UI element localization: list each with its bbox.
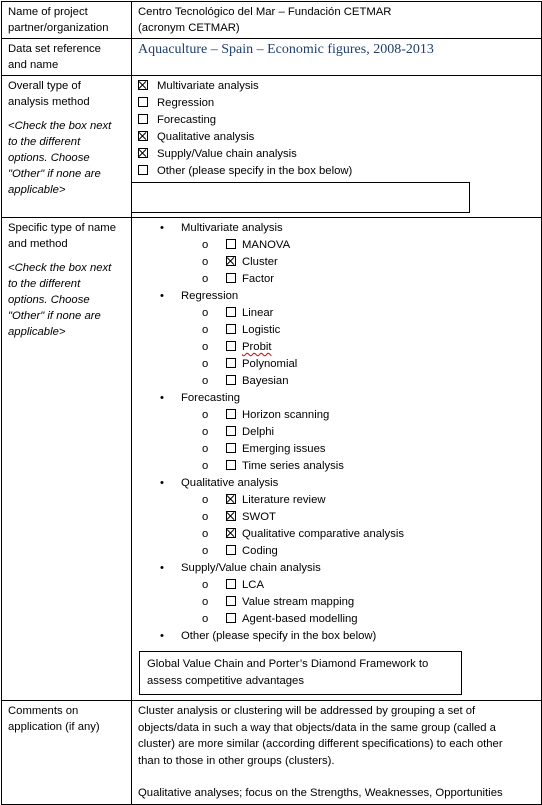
checkbox-checked-icon[interactable] [226, 494, 236, 504]
checkbox-icon[interactable] [138, 97, 148, 107]
circle-bullet-icon: o [202, 358, 209, 370]
partner-label-line: partner/organization [8, 22, 109, 34]
method-option[interactable] [138, 577, 536, 594]
method-option-label: Qualitative comparative analysis [242, 528, 404, 540]
method-option-label: Linear [242, 307, 274, 319]
circle-bullet-icon: o [202, 528, 209, 540]
specific-label-line: Specific type of name [8, 222, 117, 234]
checkbox-checked-icon[interactable] [226, 256, 236, 266]
method-option-label: Coding [242, 545, 278, 557]
specific-label-line: and method [8, 238, 68, 250]
circle-bullet-icon: o [202, 256, 209, 268]
overall-label-line: Overall type of [8, 80, 81, 92]
circle-bullet-icon: o [202, 460, 209, 472]
overall-options-list [138, 78, 536, 180]
specific-other-item[interactable] [138, 628, 536, 645]
method-option-label: LCA [242, 579, 264, 591]
overall-option-label: Multivariate analysis [157, 80, 259, 92]
overall-other-input[interactable] [131, 182, 470, 213]
specific-other-label: Other (please specify in the box below) [181, 630, 377, 642]
overall-options-cell [132, 76, 542, 218]
overall-option[interactable] [138, 129, 536, 146]
bullet-icon: • [160, 222, 164, 234]
overall-instruction-line: options. Choose [8, 152, 90, 164]
method-option-label: Time series analysis [242, 460, 344, 472]
category-item [138, 220, 536, 237]
checkbox-icon[interactable] [138, 114, 148, 124]
method-option-label: Delphi [242, 426, 275, 438]
circle-bullet-icon: o [202, 596, 209, 608]
method-option-label: Literature review [242, 494, 326, 506]
method-option[interactable] [138, 492, 536, 509]
method-option-label: Value stream mapping [242, 596, 355, 608]
specific-instruction-line: options. Choose [8, 294, 90, 306]
partner-value-cell [132, 2, 542, 39]
checkbox-icon[interactable] [226, 460, 236, 470]
method-option[interactable] [138, 543, 536, 560]
method-option-label: SWOT [242, 511, 276, 523]
bullet-icon: • [160, 392, 164, 404]
method-option[interactable] [138, 322, 536, 339]
method-option[interactable] [138, 305, 536, 322]
checkbox-icon[interactable] [226, 426, 236, 436]
overall-option[interactable] [138, 95, 536, 112]
checkbox-checked-icon[interactable] [226, 511, 236, 521]
checkbox-icon[interactable] [226, 375, 236, 385]
checkbox-icon[interactable] [226, 443, 236, 453]
partner-label-cell [2, 2, 132, 39]
dataset-label-cell [2, 39, 132, 76]
circle-bullet-icon: o [202, 545, 209, 557]
method-option[interactable] [138, 594, 536, 611]
comments-text-line: than to those in other groups (clusters). [138, 754, 335, 767]
overall-option-label: Regression [157, 97, 215, 109]
category-label: Multivariate analysis [181, 222, 283, 234]
category-label: Supply/Value chain analysis [181, 562, 321, 574]
comments-text-line: Qualitative analyses; focus on the Strengths, Weaknesses, Opportunities [138, 787, 503, 799]
method-option[interactable] [138, 407, 536, 424]
circle-bullet-icon: o [202, 409, 209, 421]
method-option-label: Factor [242, 273, 275, 285]
overall-option[interactable] [138, 163, 536, 180]
bullet-icon: • [160, 562, 164, 574]
circle-bullet-icon: o [202, 341, 209, 353]
method-option[interactable] [138, 373, 536, 390]
method-option-label: Logistic [242, 324, 281, 336]
category-item [138, 560, 536, 577]
overall-instruction-line: to the different [8, 136, 81, 148]
overall-option[interactable] [138, 146, 536, 163]
comments-text-line: objects/data in such a way that objects/data in the same group (called a [138, 721, 496, 734]
specific-other-text-line: Global Value Chain and Porter’s Diamond Framework to [147, 658, 429, 670]
method-option[interactable] [138, 356, 536, 373]
bullet-icon: • [160, 630, 164, 642]
method-option[interactable] [138, 458, 536, 475]
circle-bullet-icon: o [202, 579, 209, 591]
method-option-label: Bayesian [242, 375, 289, 387]
method-option-label: Cluster [242, 256, 278, 268]
checkbox-icon[interactable] [138, 165, 148, 175]
checkbox-icon[interactable] [226, 409, 236, 419]
specific-other-text-line: assess competitive advantages [147, 675, 304, 687]
overall-option-label: Other (please specify in the box below) [157, 165, 353, 177]
dataset-label-line: Data set reference [8, 43, 101, 55]
checkbox-icon[interactable] [226, 273, 236, 283]
method-option[interactable] [138, 271, 536, 288]
dataset-name: Aquaculture – Spain – Economic figures, 2008-2013 [138, 42, 434, 57]
method-option[interactable] [138, 441, 536, 458]
checkbox-icon[interactable] [226, 341, 236, 351]
method-option[interactable] [138, 424, 536, 441]
checkbox-checked-icon[interactable] [138, 148, 148, 158]
checkbox-checked-icon[interactable] [226, 528, 236, 538]
checkbox-icon[interactable] [226, 613, 236, 623]
category-label: Regression [181, 290, 239, 302]
dataset-value-cell [132, 39, 542, 76]
method-option[interactable] [138, 611, 536, 628]
category-item [138, 390, 536, 407]
circle-bullet-icon: o [202, 307, 209, 319]
specific-other-input[interactable] [139, 651, 462, 695]
checkbox-icon[interactable] [226, 596, 236, 606]
comments-value-cell [132, 701, 542, 805]
circle-bullet-icon: o [202, 375, 209, 387]
specific-options-list [138, 220, 536, 628]
method-option-label: Agent-based modelling [242, 613, 358, 625]
analysis-form-table [1, 1, 542, 805]
comments-text-line: Cluster analysis or clustering will be addressed by grouping a set of [138, 705, 476, 717]
comments-label-line: application (if any) [8, 721, 100, 733]
overall-option[interactable] [138, 112, 536, 129]
dataset-row [2, 39, 542, 76]
circle-bullet-icon: o [202, 324, 209, 336]
overall-label-cell [2, 76, 132, 218]
method-option[interactable] [138, 526, 536, 543]
partner-acronym: (acronym CETMAR) [138, 22, 240, 34]
partner-label-line: Name of project [8, 6, 88, 18]
overall-row [2, 76, 542, 218]
method-option[interactable] [138, 254, 536, 271]
partner-row [2, 2, 542, 39]
method-option-label: Emerging issues [242, 443, 326, 455]
overall-option-label: Forecasting [157, 114, 217, 126]
method-option-label: MANOVA [242, 239, 291, 251]
overall-instruction-line: <Check the box next [8, 120, 112, 132]
overall-label-line: analysis method [8, 96, 90, 108]
checkbox-icon[interactable] [226, 324, 236, 334]
specific-options-cell [132, 218, 542, 701]
checkbox-icon[interactable] [226, 239, 236, 249]
checkbox-icon[interactable] [226, 307, 236, 317]
overall-instruction-line: applicable> [8, 184, 66, 196]
dataset-label-line: and name [8, 59, 59, 71]
circle-bullet-icon: o [202, 273, 209, 285]
specific-instruction-line: "Other" if none are [8, 310, 101, 322]
method-option[interactable] [138, 509, 536, 526]
overall-option-label: Qualitative analysis [157, 131, 255, 143]
checkbox-checked-icon[interactable] [138, 80, 148, 90]
checkbox-icon[interactable] [226, 358, 236, 368]
specific-instruction-line: to the different [8, 278, 81, 290]
checkbox-checked-icon[interactable] [138, 131, 148, 141]
category-label: Forecasting [181, 392, 241, 404]
overall-option[interactable] [138, 78, 536, 95]
specific-row [2, 218, 542, 701]
comments-label-line: Comments on [8, 705, 79, 717]
category-item [138, 288, 536, 305]
method-option-label: Polynomial [242, 358, 298, 370]
bullet-icon: • [160, 477, 164, 489]
overall-option-label: Supply/Value chain analysis [157, 148, 297, 160]
specific-instruction-line: applicable> [8, 326, 66, 338]
method-option-label: Probit [242, 341, 272, 353]
checkbox-icon[interactable] [226, 579, 236, 589]
circle-bullet-icon: o [202, 443, 209, 455]
specific-instruction-line: <Check the box next [8, 262, 112, 274]
circle-bullet-icon: o [202, 239, 209, 251]
comments-label-cell [2, 701, 132, 805]
checkbox-icon[interactable] [226, 545, 236, 555]
method-option[interactable] [138, 339, 536, 356]
category-label: Qualitative analysis [181, 477, 279, 489]
comments-row [2, 701, 542, 805]
overall-instruction-line: "Other" if none are [8, 168, 101, 180]
circle-bullet-icon: o [202, 426, 209, 438]
circle-bullet-icon: o [202, 613, 209, 625]
circle-bullet-icon: o [202, 494, 209, 506]
bullet-icon: • [160, 290, 164, 302]
specific-label-cell [2, 218, 132, 701]
method-option-label: Horizon scanning [242, 409, 330, 421]
method-option[interactable] [138, 237, 536, 254]
comments-text-line: cluster) are more similar (according different specifications) to each other [138, 738, 503, 750]
circle-bullet-icon: o [202, 511, 209, 523]
partner-name: Centro Tecnológico del Mar – Fundación CETMAR [138, 6, 392, 18]
category-item [138, 475, 536, 492]
